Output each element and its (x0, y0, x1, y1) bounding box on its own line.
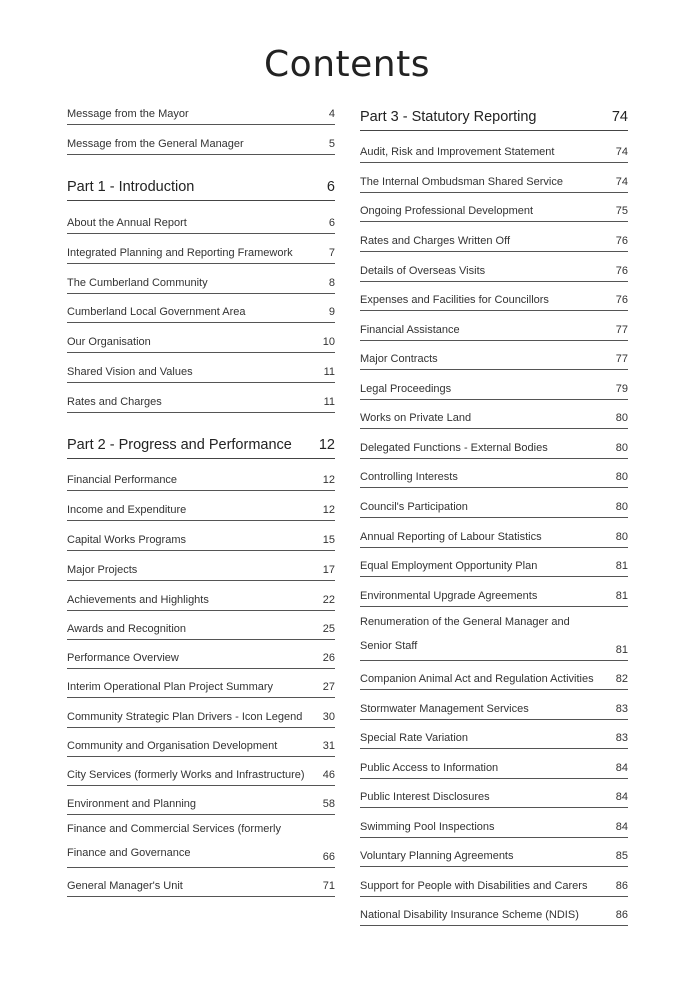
toc-entry-label: Awards and Recognition (67, 623, 187, 636)
toc-page-number: 7 (328, 247, 335, 260)
toc-page-number: 17 (322, 564, 335, 577)
toc-page-number: 85 (615, 850, 628, 863)
toc-entry-label: Equal Employment Opportunity Plan (360, 560, 538, 573)
toc-page-number: 84 (615, 821, 628, 834)
toc-entry[interactable] (360, 664, 628, 690)
toc-page-number: 30 (322, 711, 335, 724)
toc-entry[interactable] (67, 702, 335, 728)
toc-page-number: 86 (615, 880, 628, 893)
toc-entry-label: Financial Assistance (360, 324, 460, 337)
toc-entry[interactable] (67, 525, 335, 551)
toc-entry[interactable] (67, 208, 335, 234)
toc-entry[interactable] (67, 357, 335, 383)
toc-entry[interactable] (360, 522, 628, 548)
toc-entry-label: Rates and Charges Written Off (360, 235, 510, 248)
toc-entry[interactable] (67, 871, 335, 897)
toc-page-number: 77 (615, 324, 628, 337)
toc-entry[interactable] (67, 297, 335, 323)
toc-page-number: 80 (615, 412, 628, 425)
toc-entry[interactable] (67, 555, 335, 581)
toc-entry-label: Message from the General Manager (67, 138, 244, 151)
toc-entry-label: Our Organisation (67, 336, 151, 349)
toc-entry[interactable] (360, 374, 628, 400)
toc-entry[interactable] (67, 99, 335, 125)
toc-entry-label: Part 3 - Statutory Reporting (360, 108, 537, 125)
toc-entry[interactable] (360, 723, 628, 749)
toc-section-heading[interactable] (360, 101, 628, 131)
toc-entry-label: Cumberland Local Government Area (67, 306, 246, 319)
toc-entry[interactable] (360, 285, 628, 311)
toc-entry-label: Rates and Charges (67, 396, 162, 409)
toc-entry[interactable] (67, 731, 335, 757)
toc-entry-label: Council's Participation (360, 501, 468, 514)
toc-page-number: 81 (615, 590, 628, 603)
toc-entry[interactable] (67, 387, 335, 413)
toc-page-number: 76 (615, 265, 628, 278)
toc-entry-label: About the Annual Report (67, 217, 187, 230)
toc-entry-label: Special Rate Variation (360, 732, 469, 745)
toc-entry-label: Public Access to Information (360, 762, 499, 775)
toc-entry[interactable] (67, 585, 335, 611)
toc-page-number: 5 (328, 138, 335, 151)
toc-entry-label: The Cumberland Community (67, 277, 208, 290)
toc-entry[interactable] (360, 492, 628, 518)
toc-entry[interactable] (67, 238, 335, 264)
toc-page-number: 12 (322, 504, 335, 517)
toc-entry-label: Voluntary Planning Agreements (360, 850, 514, 863)
toc-page-number: 6 (328, 217, 335, 230)
toc-entry-label: Delegated Functions - External Bodies (360, 442, 548, 455)
toc-entry-label: Interim Operational Plan Project Summary (67, 681, 274, 694)
toc-section-heading[interactable] (67, 429, 335, 459)
toc-page-number: 12 (322, 474, 335, 487)
toc-page-number: 84 (615, 762, 628, 775)
toc-page-number: 86 (615, 909, 628, 922)
toc-entry[interactable] (67, 760, 335, 786)
toc-page-number: 22 (322, 594, 335, 607)
toc-page-number: 74 (611, 108, 628, 125)
toc-page-number: 83 (615, 732, 628, 745)
toc-entry[interactable] (360, 871, 628, 897)
toc-page-number: 58 (322, 798, 335, 811)
toc-page-number: 84 (615, 791, 628, 804)
toc-entry[interactable] (360, 753, 628, 779)
toc-entry-label: Works on Private Land (360, 412, 472, 425)
toc-entry-label: Environmental Upgrade Agreements (360, 590, 538, 603)
toc-section-heading[interactable] (67, 171, 335, 201)
toc-page-number: 83 (615, 703, 628, 716)
toc-entry[interactable] (360, 226, 628, 252)
toc-entry[interactable] (67, 812, 335, 868)
toc-page-number: 25 (322, 623, 335, 636)
toc-page-number: 26 (322, 652, 335, 665)
toc-page-number: 46 (322, 769, 335, 782)
toc-entry-label: Major Projects (67, 564, 138, 577)
toc-page-number: 71 (322, 880, 335, 893)
toc-entry[interactable] (360, 137, 628, 163)
toc-entry[interactable] (360, 581, 628, 607)
toc-page-number: 6 (326, 178, 335, 195)
toc-entry-label: Financial Performance (67, 474, 178, 487)
toc-entry[interactable] (67, 614, 335, 640)
toc-page-number: 27 (322, 681, 335, 694)
toc-entry[interactable] (360, 433, 628, 459)
toc-page-number: 76 (615, 294, 628, 307)
toc-entry-label: National Disability Insurance Scheme (NDIS) (360, 909, 579, 922)
toc-entry[interactable] (360, 812, 628, 838)
toc-entry[interactable] (67, 327, 335, 353)
toc-entry-label: Stormwater Management Services (360, 703, 529, 716)
toc-entry-label: Support for People with Disabilities and Carers (360, 880, 588, 893)
toc-entry-label: Income and Expenditure (67, 504, 187, 517)
toc-entry-label: Finance and Commercial Services (formerly Finance and Governance (67, 823, 281, 859)
toc-page-number: 75 (615, 205, 628, 218)
toc-entry[interactable] (360, 782, 628, 808)
toc-entry[interactable] (360, 900, 628, 926)
toc-entry-label: Public Interest Disclosures (360, 791, 490, 804)
toc-page-number: 76 (615, 235, 628, 248)
toc-entry[interactable] (360, 462, 628, 488)
toc-entry-label: Shared Vision and Values (67, 366, 193, 379)
toc-entry-label: Companion Animal Act and Regulation Activities (360, 673, 594, 686)
toc-page-number: 81 (615, 560, 628, 573)
toc-entry-label: Capital Works Programs (67, 534, 186, 547)
toc-page-number: 11 (323, 366, 335, 379)
toc-entry-label: Ongoing Professional Development (360, 205, 534, 218)
toc-entry[interactable] (67, 495, 335, 521)
toc-page-number: 80 (615, 531, 628, 544)
toc-entry-label: General Manager's Unit (67, 880, 183, 893)
toc-entry-label: Renumeration of the General Manager and Senior Staff (360, 616, 570, 652)
toc-entry-label: City Services (formerly Works and Infrastructure) (67, 769, 305, 782)
toc-page-number: 12 (318, 436, 335, 453)
toc-page-number: 79 (615, 383, 628, 396)
toc-page-number: 11 (323, 396, 335, 409)
toc-entry-label: Swimming Pool Inspections (360, 821, 495, 834)
toc-entry[interactable] (67, 672, 335, 698)
toc-entry[interactable] (360, 605, 628, 661)
toc-page-number: 80 (615, 501, 628, 514)
toc-entry-label: Part 1 - Introduction (67, 178, 195, 195)
toc-page-number: 66 (322, 851, 335, 864)
toc-entry[interactable] (360, 344, 628, 370)
toc-entry[interactable] (360, 167, 628, 193)
toc-entry-label: Annual Reporting of Labour Statistics (360, 531, 542, 544)
toc-entry-label: Expenses and Facilities for Councillors (360, 294, 549, 307)
toc-entry[interactable] (360, 551, 628, 577)
toc-entry-label: Part 2 - Progress and Performance (67, 436, 292, 453)
toc-page-number: 77 (615, 353, 628, 366)
toc-entry[interactable] (360, 256, 628, 282)
toc-entry-label: Performance Overview (67, 652, 179, 665)
toc-page-number: 9 (328, 306, 335, 319)
toc-entry-label: Community and Organisation Development (67, 740, 278, 753)
toc-page-number: 80 (615, 442, 628, 455)
toc-entry[interactable] (360, 196, 628, 222)
toc-entry[interactable] (67, 465, 335, 491)
toc-entry-label: Controlling Interests (360, 471, 458, 484)
toc-entry[interactable] (67, 643, 335, 669)
toc-entry[interactable] (360, 315, 628, 341)
toc-entry-label: Audit, Risk and Improvement Statement (360, 146, 555, 159)
toc-entry-label: Details of Overseas Visits (360, 265, 486, 278)
toc-entry-label: Legal Proceedings (360, 383, 452, 396)
toc-entry[interactable] (360, 694, 628, 720)
toc-page-number: 74 (615, 146, 628, 159)
toc-page-number: 15 (322, 534, 335, 547)
toc-entry-label: Message from the Mayor (67, 108, 189, 121)
toc-entry-label: Major Contracts (360, 353, 438, 366)
toc-page-number: 8 (328, 277, 335, 290)
toc-entry[interactable] (67, 129, 335, 155)
toc-page-number: 31 (322, 740, 335, 753)
toc-page-number: 4 (328, 108, 335, 121)
toc-entry[interactable] (360, 403, 628, 429)
toc-entry-label: Environment and Planning (67, 798, 197, 811)
toc-page-number: 82 (615, 673, 628, 686)
toc-entry-label: Community Strategic Plan Drivers - Icon Legend (67, 711, 303, 724)
toc-entry[interactable] (67, 268, 335, 294)
toc-page-number: 81 (615, 644, 628, 657)
page-title: Contents (264, 44, 430, 85)
toc-page-number: 74 (615, 176, 628, 189)
toc-page-number: 80 (615, 471, 628, 484)
toc-entry-label: The Internal Ombudsman Shared Service (360, 176, 563, 189)
toc-page-number: 10 (322, 336, 335, 349)
toc-entry-label: Achievements and Highlights (67, 594, 209, 607)
toc-entry-label: Integrated Planning and Reporting Framework (67, 247, 293, 260)
toc-entry[interactable] (360, 841, 628, 867)
